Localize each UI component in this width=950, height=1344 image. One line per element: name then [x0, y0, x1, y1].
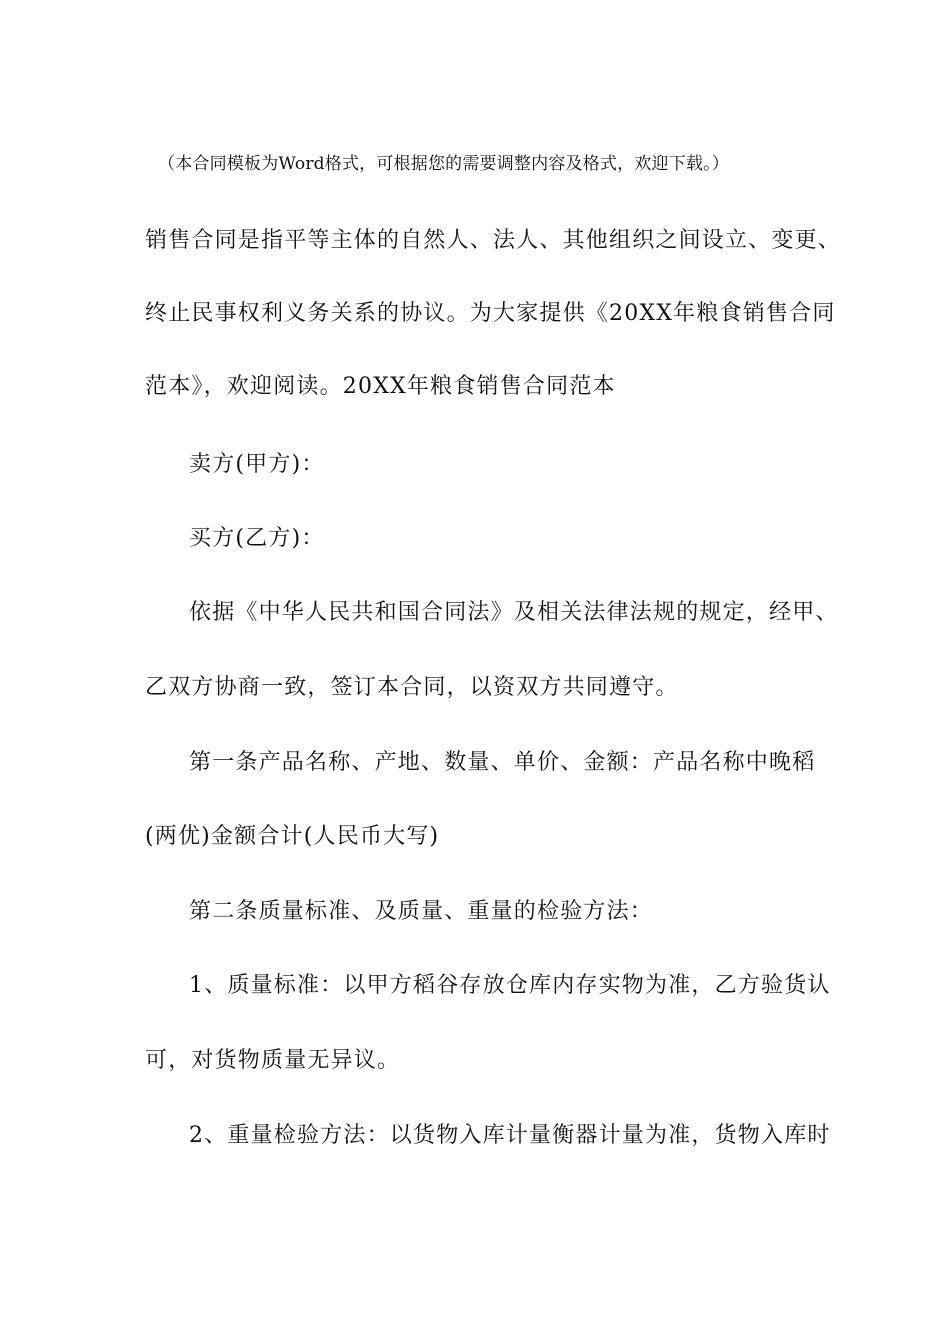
paragraph-line: 销售合同是指平等主体的自然人、法人、其他组织之间设立、变更、	[145, 228, 842, 253]
paragraph-line: 可，对货物质量无异议。	[145, 1048, 401, 1073]
paragraph-line: 2、重量检验方法：以货物入库计量衡器计量为准，货物入库时	[189, 1123, 831, 1148]
paragraph-line: 范本》，欢迎阅读。20XX年粮食销售合同范本	[145, 374, 616, 399]
paragraph-line: 终止民事权利义务关系的协议。为大家提供《20XX年粮食销售合同	[145, 301, 836, 326]
paragraph-line: (两优)金额合计(人民币大写)	[145, 824, 440, 849]
paragraph-line: 乙双方协商一致，签订本合同，以资双方共同遵守。	[145, 675, 679, 700]
template-note: （本合同模板为Word格式，可根据您的需要调整内容及格式，欢迎下载。）	[158, 154, 730, 174]
buyer-line: 买方(乙方)：	[189, 526, 325, 551]
article-two-heading: 第二条质量标准、及质量、重量的检验方法：	[189, 899, 654, 924]
article-one-heading: 第一条产品名称、产地、数量、单价、金额：产品名称中晚稻	[189, 750, 816, 775]
seller-line: 卖方(甲方)：	[189, 452, 325, 477]
paragraph-line: 依据《中华人民共和国合同法》及相关法律法规的规定，经甲、	[189, 600, 839, 625]
paragraph-line: 1、质量标准：以甲方稻谷存放仓库内存实物为准，乙方验货认	[189, 973, 831, 998]
